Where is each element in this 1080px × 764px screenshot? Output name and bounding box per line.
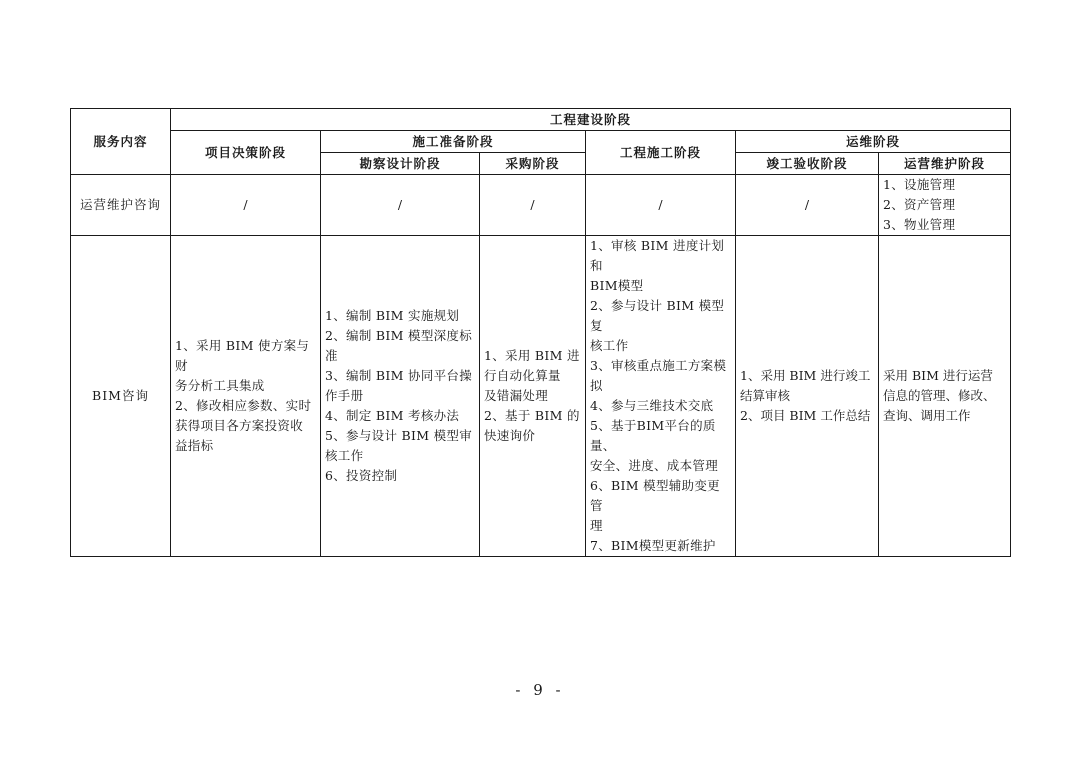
header-om-stage: 运维阶段 xyxy=(736,131,1011,153)
cell-line: 1、设施管理 xyxy=(883,177,956,192)
cell-line: 2、资产管理 xyxy=(883,197,956,212)
cell-line: 1、采用 BIM 进行竣工 xyxy=(740,368,871,383)
cell-construction-bim xyxy=(586,236,736,557)
header-operation-maintenance-stage: 运营维护阶段 xyxy=(879,153,1011,175)
cell-acceptance-om: / xyxy=(736,175,879,236)
table-row-om-consulting xyxy=(71,175,1011,236)
row-label-bim-consulting: BIM咨询 xyxy=(71,236,171,557)
cell-line: 7、BIM模型更新维护 xyxy=(590,538,716,553)
cell-line: 益指标 xyxy=(175,438,214,453)
cell-line: 核工作 xyxy=(590,338,629,353)
cell-line: 作手册 xyxy=(325,388,364,403)
header-acceptance-stage: 竣工验收阶段 xyxy=(736,153,879,175)
cell-line: 安全、进度、成本管理 xyxy=(590,458,719,473)
cell-acceptance-bim xyxy=(736,236,879,557)
page-number: - 9 - xyxy=(515,681,565,699)
header-procurement-stage: 采购阶段 xyxy=(480,153,586,175)
cell-line: 4、参与三维技术交底 xyxy=(590,398,714,413)
cell-line: 3、审核重点施工方案模 xyxy=(590,358,727,373)
cell-procurement-bim xyxy=(480,236,586,557)
cell-line: 1、采用 BIM 使方案与财 xyxy=(175,338,310,373)
cell-line: BIM模型 xyxy=(590,278,644,293)
cell-line: 3、物业管理 xyxy=(883,217,956,232)
header-construction-stage: 工程建设阶段 xyxy=(171,109,1011,131)
cell-line: 3、编制 BIM 协同平台操 xyxy=(325,368,473,383)
cell-line: 信息的管理、修改、 xyxy=(883,388,996,403)
cell-line: 务分析工具集成 xyxy=(175,378,265,393)
cell-decision-bim xyxy=(171,236,321,557)
cell-line: 查询、调用工作 xyxy=(883,408,971,423)
cell-line: 行自动化算量 xyxy=(484,368,561,383)
cell-line: 及错漏处理 xyxy=(484,388,549,403)
cell-line: 1、审核 BIM 进度计划和 xyxy=(590,238,725,273)
cell-line: 拟 xyxy=(590,378,603,393)
row-label-om-consulting: 运营维护咨询 xyxy=(71,175,171,236)
cell-survey-design-bim xyxy=(321,236,480,557)
cell-line: 核工作 xyxy=(325,448,364,463)
cell-line: 2、项目 BIM 工作总结 xyxy=(740,408,871,423)
header-decision-stage: 项目决策阶段 xyxy=(171,131,321,175)
cell-procurement-om: / xyxy=(480,175,586,236)
header-service-content: 服务内容 xyxy=(71,109,171,175)
cell-line: 2、基于 BIM 的 xyxy=(484,408,580,423)
header-prep-stage: 施工准备阶段 xyxy=(321,131,586,153)
cell-line: 结算审核 xyxy=(740,388,791,403)
cell-line: 6、投资控制 xyxy=(325,468,398,483)
cell-operation-bim xyxy=(879,236,1011,557)
cell-line: 5、参与设计 BIM 模型审 xyxy=(325,428,473,443)
cell-line: 准 xyxy=(325,348,338,363)
cell-line: 2、修改相应参数、实时 xyxy=(175,398,312,413)
table-row-bim-consulting xyxy=(71,236,1011,557)
cell-line: 2、编制 BIM 模型深度标 xyxy=(325,328,473,343)
cell-line: 1、编制 BIM 实施规划 xyxy=(325,308,460,323)
service-stage-table xyxy=(70,108,1011,557)
cell-line: 4、制定 BIM 考核办法 xyxy=(325,408,460,423)
cell-line: 理 xyxy=(590,518,603,533)
cell-line: 1、采用 BIM 进 xyxy=(484,348,580,363)
cell-line: 获得项目各方案投资收 xyxy=(175,418,304,433)
cell-decision-om: / xyxy=(171,175,321,236)
cell-construction-om: / xyxy=(586,175,736,236)
cell-line: 采用 BIM 进行运营 xyxy=(883,368,993,383)
cell-survey-design-om: / xyxy=(321,175,480,236)
cell-line: 5、基于BIM平台的质量、 xyxy=(590,418,716,453)
header-survey-design-stage: 勘察设计阶段 xyxy=(321,153,480,175)
cell-line: 6、BIM 模型辅助变更管 xyxy=(590,478,720,513)
cell-line: 2、参与设计 BIM 模型复 xyxy=(590,298,725,333)
cell-line: 快速询价 xyxy=(484,428,536,443)
cell-operation-om xyxy=(879,175,1011,236)
header-construction-phase: 工程施工阶段 xyxy=(586,131,736,175)
